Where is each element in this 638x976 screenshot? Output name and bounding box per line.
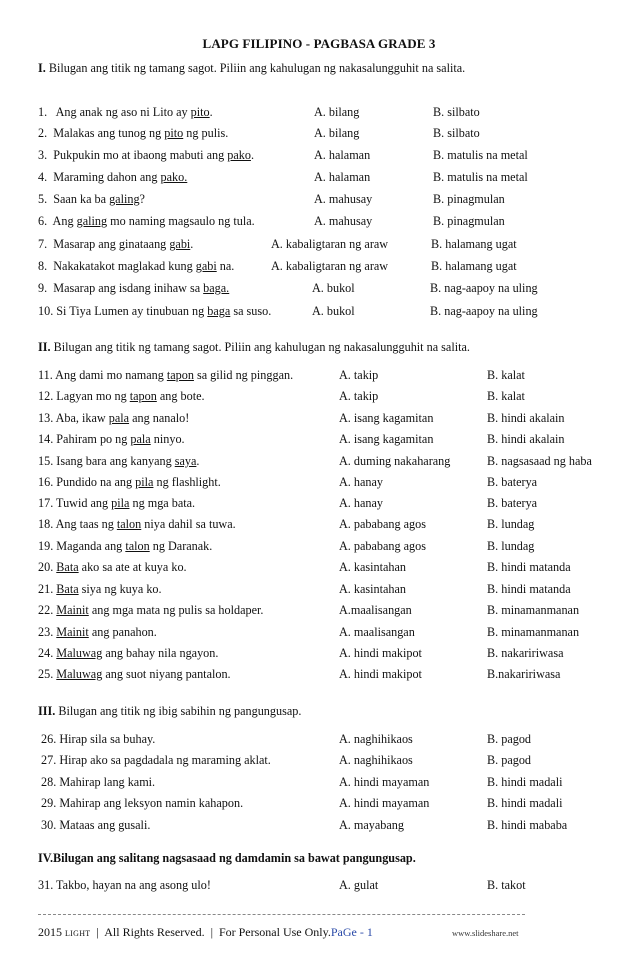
question-text: 1. Ang anak ng aso ni Lito ay [38,105,191,119]
choice-a[interactable]: A. bilang [314,105,360,119]
question-7 [38,237,193,252]
question-29 [38,796,243,811]
question-text: 14. Pahiram po ng [38,432,131,446]
underlined-word: talon [125,539,150,553]
question-text: 30. Mataas ang gusali. [38,818,151,832]
question-text-rest: ako sa ate at kuya ko. [78,560,187,574]
question-text-rest: . [250,148,254,162]
question-text-rest: na. [216,259,235,273]
question-text: 4. Maraming dahon ang [38,170,161,184]
section-number: II. [38,340,51,354]
choice-a[interactable]: A. halaman [314,170,371,184]
question-28 [38,775,155,790]
underlined-word: galing [109,192,140,206]
choice-a[interactable]: A. bukol [312,281,355,295]
section-number: I. [38,61,46,75]
question-text-rest: sa suso. [230,304,272,318]
underlined-word: pila [111,496,130,510]
question-text: 16. Pundido na ang [38,475,136,489]
choice-b[interactable]: B. hindi akalain [487,411,565,425]
question-text: 9. Masarap ang isdang inihaw sa [38,281,204,295]
question-text: 7. Masarap ang ginataang [38,237,170,251]
choice-b[interactable]: B.nakaririwasa [487,667,561,681]
question-25 [38,667,231,682]
choice-b[interactable]: B. pagod [487,732,532,746]
question-text-rest: mo naming magsaulo ng tula. [107,214,255,228]
section-text: Bilugan ang titik ng tamang sagot. Piliin ang kahulugan ng nakasalungguhit na salita. [50,340,470,354]
choice-b[interactable]: B. lundag [487,517,535,531]
footer-light: LIGHT [65,929,91,938]
choice-b[interactable]: B. hindi matanda [487,560,571,574]
choice-a[interactable]: A. kasintahan [339,560,407,574]
underlined-word: galing [76,214,108,228]
question-text: 13. Aba, ikaw [38,411,109,425]
question-text-rest: . [190,237,194,251]
choice-b[interactable]: B. silbato [433,105,480,119]
choice-b[interactable]: B. kalat [487,368,525,382]
question-text: 29. Mahirap ang leksyon namin kahapon. [38,796,244,810]
footer-copyright [38,925,373,940]
footer-year: 2015 [38,925,62,939]
question-15 [38,454,199,469]
question-text: 27. Hirap ako sa pagdadala ng maraming aklat. [38,753,271,767]
underlined-word: baga. [203,281,230,295]
question-17 [38,496,195,511]
choice-a[interactable]: A. mahusay [314,214,373,228]
question-21 [38,582,162,597]
choice-b[interactable]: B. lundag [487,539,535,553]
underlined-word: pito [190,105,210,119]
choice-a[interactable]: A. kabaligtaran ng araw [271,237,389,251]
question-22 [38,603,263,618]
question-text-rest: ng flashlight. [153,475,221,489]
question-text: 24. [38,646,57,660]
underlined-word: pila [135,475,154,489]
choice-a[interactable]: A. duming nakaharang [339,454,451,468]
underlined-word: Maluwag [56,667,103,681]
choice-b[interactable]: B. hindi mababa [487,818,568,832]
question-text: 12. Lagyan mo ng [38,389,130,403]
underlined-word: Mainit [56,603,89,617]
choice-a[interactable]: A. hindi makipot [339,646,422,660]
question-2 [38,126,228,141]
choice-a[interactable]: A. bilang [314,126,360,140]
choice-a[interactable]: A. halaman [314,148,371,162]
question-10 [38,304,271,319]
question-text-rest: ? [139,192,145,206]
question-text-rest: sa gilid ng pinggan. [193,368,294,382]
section-text: Bilugan ang titik ng ibig sabihin ng pangungusap. [55,704,302,718]
underlined-word: Maluwag [56,646,103,660]
question-text: 17. Tuwid ang [38,496,112,510]
choice-a[interactable]: A. maalisangan [339,625,415,639]
choice-b[interactable]: B. pagod [487,753,532,767]
underlined-word: Bata [56,582,79,596]
question-5 [38,192,145,207]
underlined-word: gabi [195,259,217,273]
section-text: Bilugan ang salitang nagsasaad ng damdamin sa bawat pangungusap. [53,851,416,865]
underlined-word: pako [227,148,251,162]
choice-a[interactable]: A. kabaligtaran ng araw [271,259,389,273]
underlined-word: pito [164,126,184,140]
question-8 [38,259,234,274]
section-number: III. [38,704,56,718]
choice-b[interactable]: B. pinagmulan [433,192,505,206]
underlined-word: pako. [160,170,188,184]
underlined-word: saya [174,454,197,468]
choice-b[interactable]: B. halamang ugat [431,259,517,273]
question-18 [38,517,236,532]
choice-b[interactable]: B. baterya [487,496,538,510]
choice-b[interactable]: B. silbato [433,126,480,140]
question-4 [38,170,187,185]
choice-a[interactable]: A. takip [339,389,379,403]
choice-a[interactable]: A. mahusay [314,192,373,206]
question-text-rest: ang panahon. [88,625,157,639]
choice-b[interactable]: B. baterya [487,475,538,489]
question-19 [38,539,212,554]
question-27 [38,753,271,768]
question-text: 3. Pukpukin mo at ibaong mabuti ang [38,148,228,162]
question-20 [38,560,187,575]
choice-a[interactable]: A. hindi mayaman [339,796,430,810]
question-text-rest: niya dahil sa tuwa. [141,517,236,531]
question-text: 11. Ang dami mo namang [38,368,167,382]
question-text-rest: ang bahay nila ngayon. [102,646,219,660]
question-text: 8. Nakakatakot maglakad kung [38,259,196,273]
question-text: 18. Ang taas ng [38,517,117,531]
question-text: 6. Ang [38,214,77,228]
question-text: 10. Si Tiya Lumen ay tinubuan ng [38,304,208,318]
question-text-rest: ng pulis. [183,126,229,140]
question-text-rest: . [209,105,213,119]
question-text: 19. Maganda ang [38,539,126,553]
question-26 [38,732,155,747]
choice-b[interactable]: B. minamanmanan [487,625,580,639]
choice-a[interactable]: A. naghihikaos [339,732,413,746]
choice-a[interactable]: A. isang kagamitan [339,411,434,425]
question-9 [38,281,229,296]
question-text: 28. Mahirap lang kami. [38,775,156,789]
choice-a[interactable]: A. kasintahan [339,582,407,596]
underlined-word: pala [130,432,151,446]
question-text-rest: ang bote. [156,389,205,403]
question-23 [38,625,157,640]
question-12 [38,389,205,404]
question-1 [38,105,213,120]
choice-b[interactable]: B. hindi madali [487,775,563,789]
question-16 [38,475,221,490]
section-instruction-4 [38,851,416,866]
question-13 [38,411,189,426]
question-text-rest: ng Daranak. [149,539,213,553]
choice-a[interactable]: A. pababang agos [339,539,426,553]
question-text: 15. Isang bara ang kanyang [38,454,175,468]
question-text: 21. [38,582,57,596]
choice-b[interactable]: B. matulis na metal [433,170,528,184]
question-31 [38,878,211,893]
underlined-word: Mainit [56,625,89,639]
section-text: Bilugan ang titik ng tamang sagot. Piliin ang kahulugan ng nakasalungguhit na salita. [45,61,466,75]
question-text-rest: siya ng kuya ko. [78,582,162,596]
section-number: IV. [38,851,54,865]
choice-b[interactable]: B. minamanmanan [487,603,580,617]
underlined-word: talon [116,517,142,531]
choice-b[interactable]: B. takot [487,878,526,892]
choice-b[interactable]: B. nag-aapoy na uling [430,304,538,318]
choice-a[interactable]: A.maalisangan [339,603,412,617]
question-text: 25. [38,667,57,681]
section-instruction-2 [38,340,470,355]
choice-a[interactable]: A. mayabang [339,818,404,832]
underlined-word: baga [207,304,231,318]
choice-a[interactable]: A. hindi makipot [339,667,422,681]
question-6 [38,214,255,229]
choice-a[interactable]: A. isang kagamitan [339,432,434,446]
choice-b[interactable]: B. pinagmulan [433,214,505,228]
question-11 [38,368,293,383]
question-14 [38,432,185,447]
question-text: 31. Takbo, hayan na ang asong ulo! [38,878,211,892]
page-title: LAPG FILIPINO - PAGBASA GRADE 3 [202,36,436,51]
question-text-rest: ninyo. [150,432,185,446]
choice-b[interactable]: B. nag-aapoy na uling [430,281,538,295]
choice-b[interactable]: B. nagsasaad ng haba [487,454,592,468]
question-text: 26. Hirap sila sa buhay. [38,732,156,746]
choice-a[interactable]: A. bukol [312,304,355,318]
choice-b[interactable]: B. hindi akalain [487,432,565,446]
choice-a[interactable]: A. naghihikaos [339,753,413,767]
choice-a[interactable]: A. hanay [339,475,383,489]
question-text: 20. [38,560,57,574]
underlined-word: tapon [129,389,157,403]
question-24 [38,646,218,661]
question-text: 22. [38,603,57,617]
choice-a[interactable]: A. takip [339,368,379,382]
footer-page-number: PaGe - 1 [330,925,373,939]
footer-url: www.slideshare.net [452,928,519,938]
footer-separator [38,914,525,915]
choice-b[interactable]: B. halamang ugat [431,237,517,251]
choice-a[interactable]: A. hanay [339,496,383,510]
question-text: 23. [38,625,57,639]
choice-b[interactable]: B. hindi matanda [487,582,571,596]
question-text: 2. Malakas ang tunog ng [38,126,165,140]
section-instruction-3 [38,704,301,719]
choice-b[interactable]: B. hindi madali [487,796,563,810]
choice-a[interactable]: A. pababang agos [339,517,426,531]
choice-b[interactable]: B. nakaririwasa [487,646,564,660]
underlined-word: gabi [169,237,191,251]
question-30 [38,818,150,833]
underlined-word: Bata [56,560,79,574]
choice-b[interactable]: B. matulis na metal [433,148,528,162]
question-text-rest: ang nanalo! [129,411,190,425]
question-text-rest: ang suot niyang pantalon. [102,667,231,681]
footer-rights: | All Rights Reserved. | For Personal Use Only. [90,925,331,939]
question-text: 5. Saan ka ba [38,192,110,206]
section-instruction-1 [38,61,465,76]
question-3 [38,148,254,163]
underlined-word: pala [108,411,130,425]
choice-b[interactable]: B. kalat [487,389,525,403]
question-text-rest: ng mga bata. [129,496,196,510]
choice-a[interactable]: A. hindi mayaman [339,775,430,789]
choice-a[interactable]: A. gulat [339,878,379,892]
underlined-word: tapon [166,368,194,382]
question-text-rest: . [196,454,200,468]
question-text-rest: ang mga mata ng pulis sa holdaper. [88,603,264,617]
